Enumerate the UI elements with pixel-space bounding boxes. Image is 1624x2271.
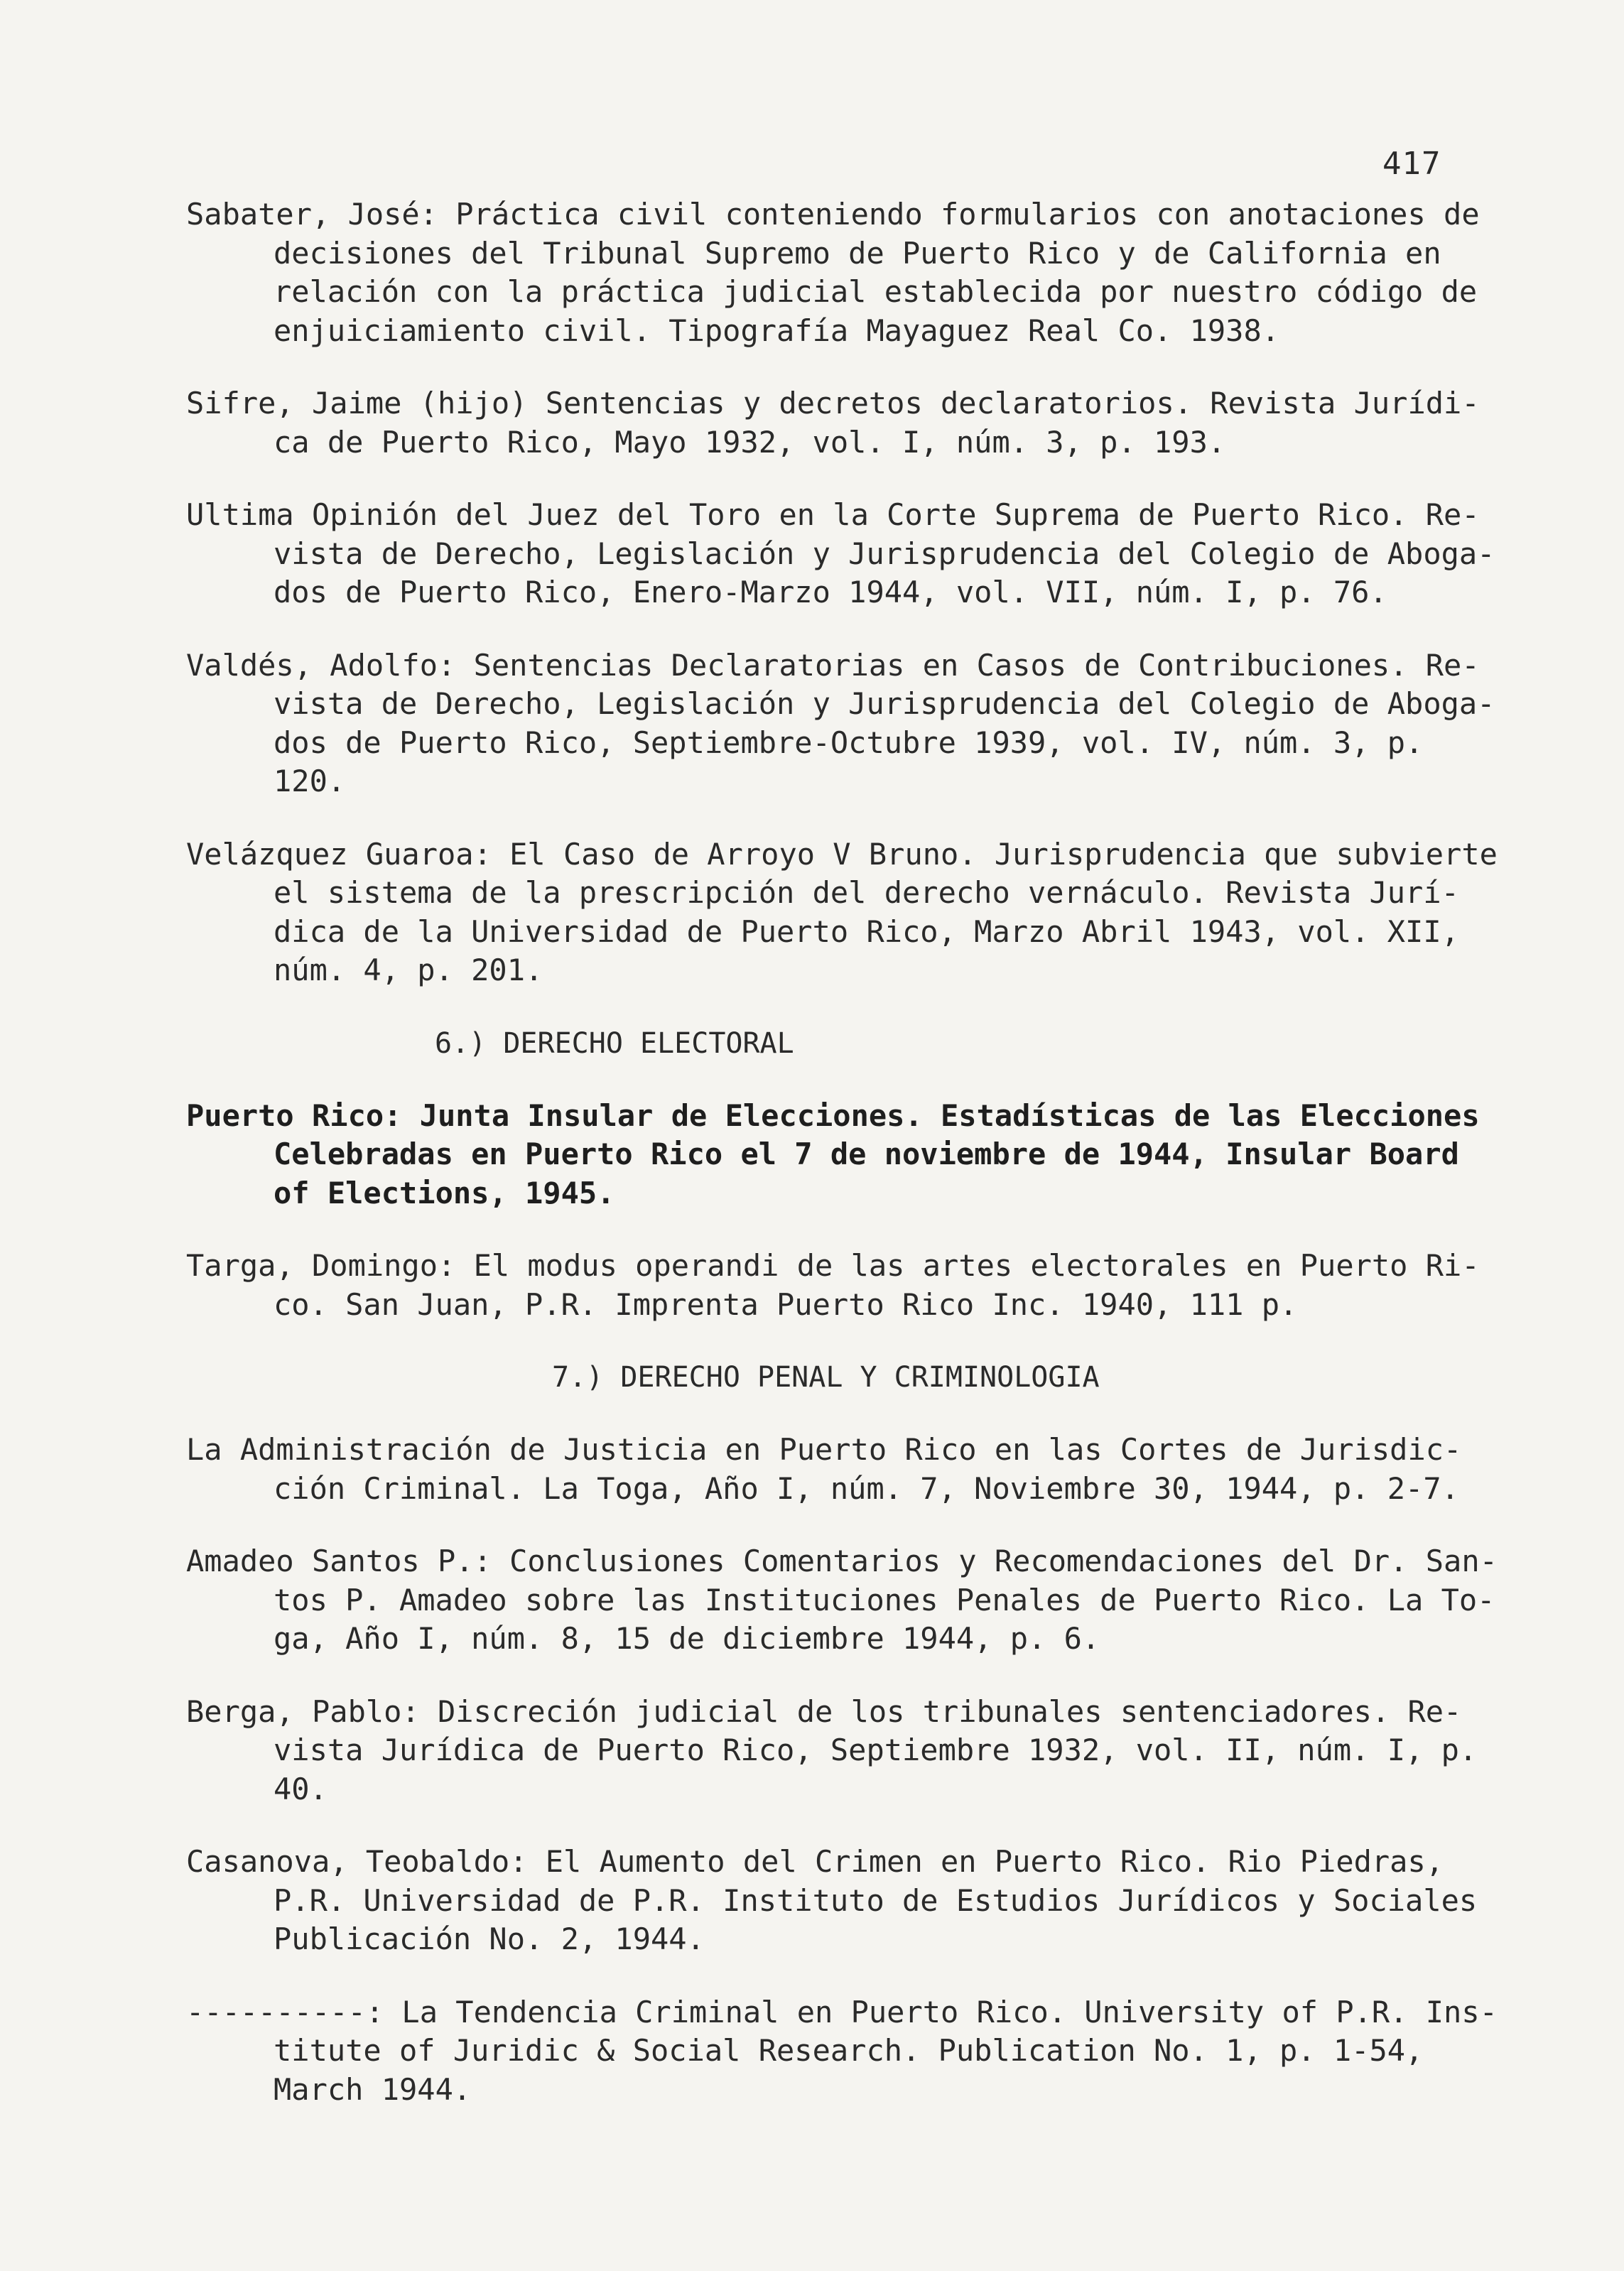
entry-line: vista de Derecho, Legislación y Jurisprudencia del Colegio de Aboga-: [274, 686, 1495, 721]
bibliography-entry-junta-insular: [186, 1097, 1479, 1213]
entry-line: dos de Puerto Rico, Enero-Marzo 1944, vol. VII, núm. I, p. 76.: [274, 575, 1387, 609]
entry-line: 40.: [274, 1771, 327, 1806]
entry-line: dica de la Universidad de Puerto Rico, Marzo Abril 1943, vol. XII,: [274, 914, 1459, 949]
bibliography-entry-tendencia-criminal: [186, 1993, 1498, 2110]
entry-line: Valdés, Adolfo: Sentencias Declaratorias en Casos de Contribuciones. Re-: [186, 647, 1480, 683]
entry-line: of Elections, 1945.: [274, 1175, 615, 1210]
entry-line: enjuiciamiento civil. Tipografía Mayaguez Real Co. 1938.: [274, 313, 1280, 348]
bibliography-entry-casanova: [186, 1843, 1479, 1959]
entry-line: ca de Puerto Rico, Mayo 1932, vol. I, núm. 3, p. 193.: [274, 424, 1226, 460]
entry-line: La Administración de Justicia en Puerto Rico en las Cortes de Jurisdic-: [186, 1432, 1462, 1467]
bibliography-list: [186, 195, 1498, 2143]
entry-line: Puerto Rico: Junta Insular de Elecciones. Estadísticas de las Elecciones: [186, 1097, 1480, 1133]
bibliography-entry-berga: [186, 1693, 1479, 1809]
entry-line: decisiones del Tribunal Supremo de Puerto Rico y de California en: [274, 235, 1441, 271]
entry-line: Berga, Pablo: Discreción judicial de los tribunales sentenciadores. Re-: [186, 1693, 1462, 1729]
bibliography-entry-sabater: [186, 195, 1479, 350]
entry-line: Targa, Domingo: El modus operandi de las artes electorales en Puerto Ri-: [186, 1248, 1480, 1283]
bibliography-entry-amadeo: [186, 1542, 1498, 1659]
entry-line: dos de Puerto Rico, Septiembre-Octubre 1939, vol. IV, núm. 3, p.: [274, 725, 1424, 760]
entry-line: Velázquez Guaroa: El Caso de Arroyo V Bruno. Jurisprudencia que subvierte: [186, 836, 1498, 872]
entry-line: Casanova, Teobaldo: El Aumento del Crimen en Puerto Rico. Rio Piedras,: [186, 1844, 1444, 1879]
bibliography-entry-velazquez: [186, 835, 1498, 990]
entry-line: Amadeo Santos P.: Conclusiones Comentarios y Recomendaciones del Dr. San-: [186, 1544, 1498, 1578]
entry-line: 120.: [274, 764, 346, 798]
entry-line: Ultima Opinión del Juez del Toro en la Corte Suprema de Puerto Rico. Re-: [186, 497, 1480, 532]
entry-line: co. San Juan, P.R. Imprenta Puerto Rico Inc. 1940, 111 p.: [274, 1286, 1298, 1322]
entry-line: el sistema de la prescripción del derecho vernáculo. Revista Jurí-: [274, 875, 1459, 910]
section-heading-derecho-electoral: 6.) DERECHO ELECTORAL: [435, 1026, 794, 1060]
entry-line: ----------: La Tendencia Criminal en Puerto Rico. University of P.R. Ins-: [186, 1994, 1498, 2029]
entry-line: relación con la práctica judicial establecida por nuestro código de: [274, 274, 1478, 309]
bibliography-entry-ultima-opinion: [186, 496, 1495, 612]
bibliography-entry-administracion-justicia: [186, 1431, 1479, 1508]
page-number: 417: [1382, 146, 1441, 182]
entry-line: March 1944.: [274, 2071, 472, 2107]
bibliography-entry-targa: [186, 1247, 1479, 1324]
entry-line: núm. 4, p. 201.: [274, 953, 543, 987]
entry-line: Publicación No. 2, 1944.: [274, 1922, 705, 1956]
entry-line: titute of Juridic & Social Research. Publication No. 1, p. 1-54,: [274, 2033, 1424, 2068]
entry-line: Sifre, Jaime (hijo) Sentencias y decretos declaratorios. Revista Jurídi-: [186, 386, 1480, 421]
bibliography-entry-valdes: [186, 646, 1495, 801]
entry-line: vista de Derecho, Legislación y Jurisprudencia del Colegio de Aboga-: [274, 536, 1495, 571]
section-heading-derecho-penal: 7.) DERECHO PENAL Y CRIMINOLOGIA: [552, 1361, 1100, 1394]
entry-line: vista Jurídica de Puerto Rico, Septiembre 1932, vol. II, núm. I, p.: [274, 1733, 1478, 1767]
entry-line: ción Criminal. La Toga, Año I, núm. 7, Noviembre 30, 1944, p. 2-7.: [274, 1470, 1459, 1506]
entry-line: tos P. Amadeo sobre las Instituciones Penales de Puerto Rico. La To-: [274, 1582, 1495, 1617]
entry-line: P.R. Universidad de P.R. Instituto de Estudios Jurídicos y Sociales: [274, 1882, 1478, 1918]
entry-line: Celebradas en Puerto Rico el 7 de noviembre de 1944, Insular Board: [274, 1137, 1459, 1171]
bibliography-entry-sifre: [186, 384, 1479, 462]
entry-line: Sabater, José: Práctica civil conteniendo formularios con anotaciones de: [186, 197, 1480, 232]
entry-line: ga, Año I, núm. 8, 15 de diciembre 1944, p. 6.: [274, 1621, 1100, 1656]
